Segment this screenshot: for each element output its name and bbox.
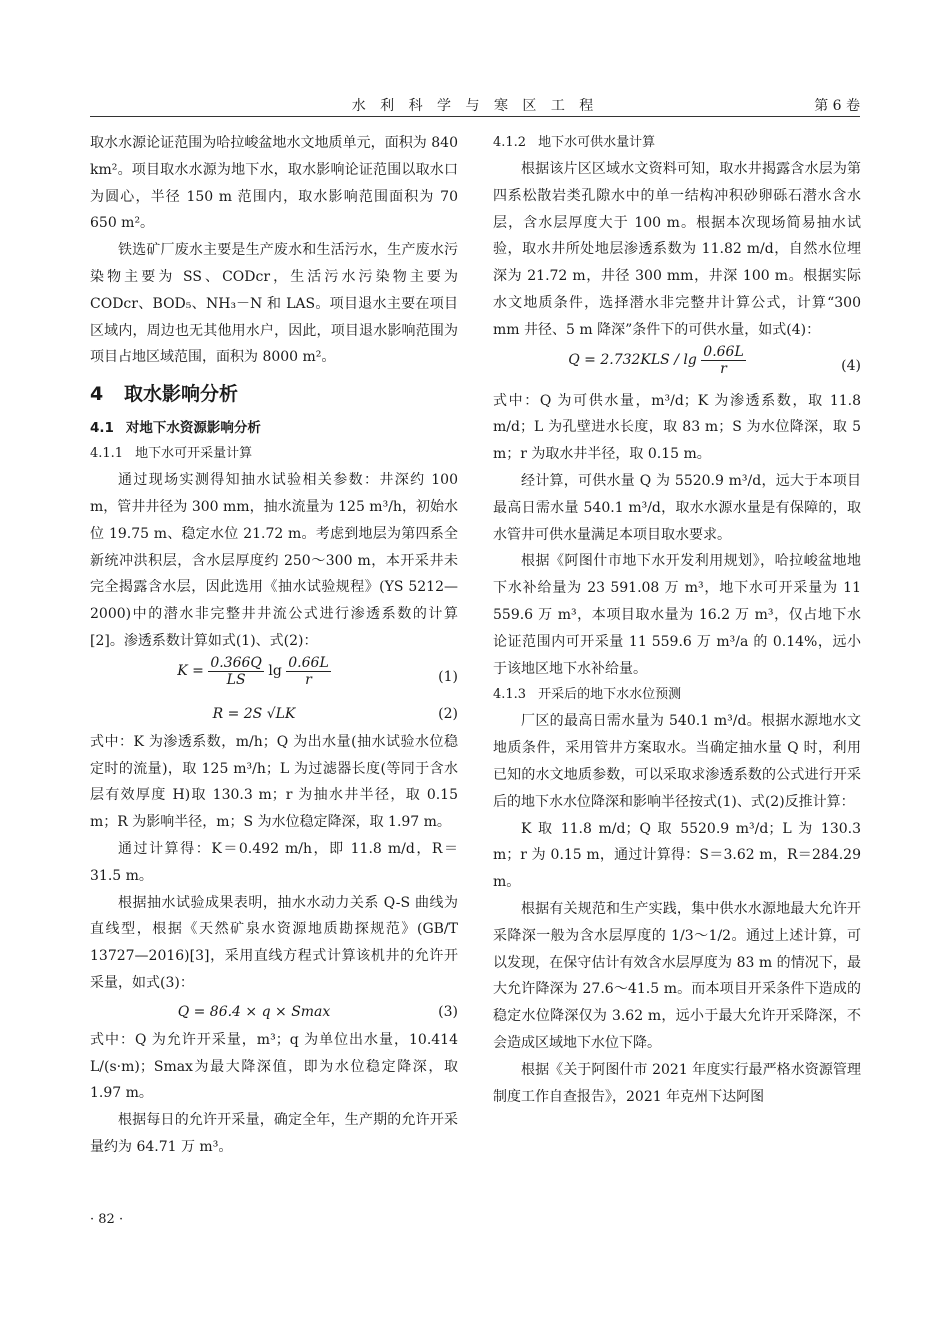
denominator: r [720, 360, 727, 377]
equation-number: (2) [438, 705, 458, 722]
equation-1 [90, 655, 458, 699]
page-number: · 82 · [90, 1212, 124, 1227]
volume-label: 第 6 卷 [814, 98, 860, 114]
denominator: r [305, 671, 312, 688]
numerator: 0.66L [703, 343, 744, 360]
subsubsection-heading-4-1-3 [493, 682, 861, 708]
paragraph: 式中：K 为渗透系数，m/h；Q 为出水量(抽水试验水位稳定时的流量)，取 125 m³/h；L 为过滤器长度(等同于含水层有效厚度 H)取 130.3 m；r 为抽水井半径，取 0.15 m；R 为影响半径，m；S 为水位稳定降深，取 1.97 m。 [90, 733, 458, 831]
paragraph: 取水水源论证范围为哈拉峻盆地水文地质单元，面积为 840 km²。项目取水水源为地下水，取水影响论证范围以取水口为圆心，半径 150 m 范围内，取水影响范围面积为 70 650 m²。 [90, 135, 458, 232]
subsection-number: 4.1 [90, 420, 114, 437]
right-column [493, 130, 861, 1110]
paragraph: 铁选矿厂废水主要是生产废水和生活污水，生产废水污染物主要为 SS、CODcr，生活污水污染物主要为 CODcr、BOD₅、NH₃－N 和 LAS。项目退水主要在项目区域内，周边也无其他用水户，因此，项目退水影响范围为项目占地区域范围，面积为 8000 m²。 [90, 242, 458, 366]
section-heading-4 [90, 379, 458, 409]
header-rule [90, 116, 860, 117]
fraction [701, 344, 745, 377]
paragraph: 通过计算得：K＝0.492 m/h，即 11.8 m/d，R＝31.5 m。 [90, 840, 458, 884]
denominator: LS [226, 671, 246, 688]
subsubsection-title: 地下水可开采量计算 [135, 446, 253, 462]
journal-title: 水 利 科 学 与 寒 区 工 程 [351, 98, 599, 114]
paragraph: 式中：Q 为可供水量，m³/d；K 为渗透系数，取 11.8 m/d；L 为孔壁进水长度，取 83 m；S 为水位降深，取 5 m；r 为取水井半径，取 0.15 m。 [493, 392, 861, 463]
paragraph: 根据《阿图什市地下水开发利用规划》，哈拉峻盆地地下水补给量为 23 591.08 万 m³，地下水可开采量为 11 559.6 万 m³，本项目取水量为 16.2 万 m³，仅占地下水论证范围内可开采量 11 559.6 万 m³/a 的 0.14%，远小于该地区地下水补给量。 [493, 553, 861, 677]
paragraph: 根据《关于阿图什市 2021 年度实行最严格水资源管理制度工作自查报告》，2021 年克州下达阿图 [493, 1061, 861, 1105]
running-header [90, 91, 860, 117]
paragraph: 根据抽水试验成果表明，抽水水动力关系 Q-S 曲线为直线型，根据《天然矿泉水资源地质勘探规范》(GB/T 13727—2016)[3]，采用直线方程式计算该机井的允许开采量，如式(3)： [90, 894, 458, 991]
subsection-heading-4-1 [90, 415, 458, 441]
subsection-title: 对地下水资源影响分析 [125, 420, 261, 437]
fraction [286, 655, 330, 688]
equation-4 [493, 344, 861, 388]
equation-lhs: Q = 2.732KLS / lg [568, 352, 697, 369]
equation-number: (3) [438, 1003, 458, 1020]
fraction [208, 655, 264, 688]
log-operator: lg [268, 663, 282, 680]
paragraph: 式中：Q 为允许开采量，m³；q 为单位出水量，10.414 L/(s·m)；Smax为最大降深值，即为水位稳定降深，取 1.97 m。 [90, 1031, 458, 1102]
equation-2 [90, 699, 458, 729]
numerator: 0.366Q [210, 654, 262, 671]
equation-3 [90, 997, 458, 1027]
left-column [90, 130, 458, 1161]
subsubsection-number: 4.1.3 [493, 687, 527, 703]
paragraph: 根据该片区区域水文资料可知，取水井揭露含水层为第四系松散岩类孔隙水中的单一结构冲积砂卵砾石潜水含水层，含水层厚度大于 100 m。根据本次现场简易抽水试验，取水井所处地层渗透系数为 11.82 m/d，自然水位埋深为 21.72 m，井径 300 mm，井深 100 m。根据实际水文地质条件，选择潜水非完整井计算公式，计算“300 mm 井径、5 m 降深”条件下的可供水量，如式(4)： [493, 161, 861, 338]
section-number: 4 [90, 383, 104, 406]
subsubsection-title: 开采后的地下水水位预测 [538, 687, 682, 703]
paragraph: 通过现场实测得知抽水试验相关参数：井深约 100 m，管井井径为 300 mm，抽水流量为 125 m³/h，初始水位 19.75 m、稳定水位 21.72 m。考虑到地层为第四系全新统冲洪积层，含水层厚度约 250～300 m，本开采井未完全揭露含水层，因此选用《抽水试验规程》(YS 5212—2000)中的潜水非完整井井流公式进行渗透系数的计算[2]。渗透系数计算如式(1)、式(2)： [90, 472, 458, 649]
subsubsection-number: 4.1.2 [493, 135, 527, 150]
paragraph: 经计算，可供水量 Q 为 5520.9 m³/d，远大于本项目最高日需水量 540.1 m³/d，取水水源水量是有保障的，取水管井可供水量满足本项目取水要求。 [493, 472, 861, 543]
equation-number: (4) [841, 357, 861, 374]
subsubsection-heading-4-1-2 [493, 130, 861, 156]
equation-lhs: K = [177, 663, 204, 680]
equation-body: Q = 86.4 × q × Smax [177, 1003, 331, 1020]
subsubsection-title: 地下水可供水量计算 [538, 135, 656, 150]
section-title: 取水影响分析 [124, 383, 239, 406]
equation-body: R = 2S √LK [212, 705, 296, 722]
paragraph: 厂区的最高日需水量为 540.1 m³/d。根据水源地水文地质条件，采用管井方案取水。当确定抽水量 Q 时，利用已知的水文地质参数，可以采取求渗透系数的公式进行开采后的地下水水位降深和影响半径按式(1)、式(2)反推计算： [493, 713, 861, 810]
subsubsection-number: 4.1.1 [90, 446, 124, 462]
numerator: 0.66L [288, 654, 329, 671]
subsubsection-heading-4-1-1 [90, 441, 458, 467]
paragraph: K 取 11.8 m/d；Q 取 5520.9 m³/d；L 为 130.3 m；r 为 0.15 m，通过计算得：S＝3.62 m，R＝284.29 m。 [493, 820, 861, 891]
paragraph: 根据每日的允许开采量，确定全年，生产期的允许开采量约为 64.71 万 m³。 [90, 1112, 458, 1155]
paragraph: 根据有关规范和生产实践，集中供水水源地最大允许开采降深一般为含水层厚度的 1/3～1/2。通过上述计算，可以发现，在保守估计有效含水层厚度为 83 m 的情况下，最大允许降深为 27.6～41.5 m。而本项目开采条件下造成的稳定水位降深仅为 3.62 m，远小于最大允许开采降深，不会造成区域地下水位下降。 [493, 900, 861, 1051]
equation-number: (1) [438, 668, 458, 685]
